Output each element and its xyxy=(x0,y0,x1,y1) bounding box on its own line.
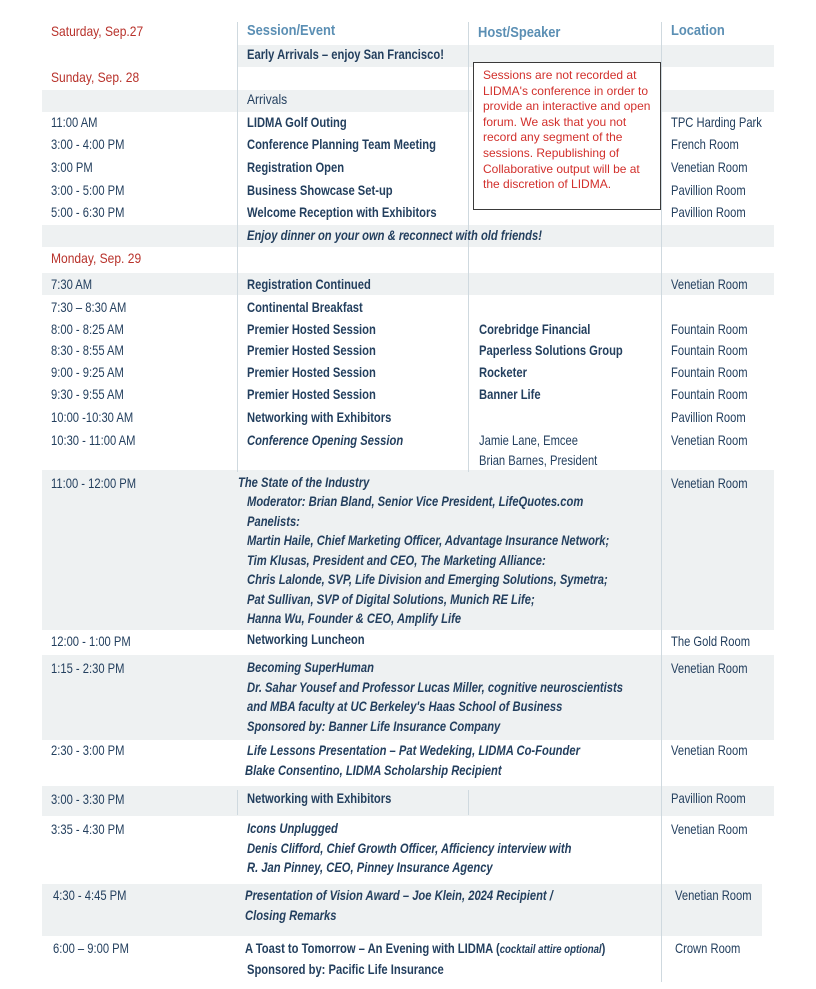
header-host: Host/Speaker xyxy=(478,24,561,41)
date-monday: Monday, Sep. 29 xyxy=(51,250,142,266)
loc-vision: Venetian Room xyxy=(675,887,752,903)
icons-line2: R. Jan Pinney, CEO, Pinney Insurance Agency xyxy=(247,859,493,875)
time-superhuman: 1:15 - 2:30 PM xyxy=(51,660,125,676)
time-sun-3: 3:00 - 5:00 PM xyxy=(51,182,125,198)
industry-title: The State of the Industry xyxy=(238,474,370,490)
toast-sponsor: Sponsored by: Pacific Life Insurance xyxy=(247,961,444,977)
time-toast: 6:00 – 9:00 PM xyxy=(53,940,129,956)
loc-superhuman: Venetian Room xyxy=(671,660,748,676)
arrivals: Arrivals xyxy=(247,91,288,107)
icons-line1: Denis Clifford, Chief Growth Officer, Afficiency interview with xyxy=(247,840,572,856)
event-sun-2: Registration Open xyxy=(247,159,345,175)
band-registration xyxy=(42,273,774,295)
event-mon-5: Premier Hosted Session xyxy=(247,386,376,402)
divider-host-lower xyxy=(468,790,469,815)
time-icons: 3:35 - 4:30 PM xyxy=(51,821,125,837)
toast-attire: cocktail attire optional xyxy=(499,942,602,956)
loc-sun-0: TPC Harding Park xyxy=(671,114,762,130)
divider-host xyxy=(468,22,469,472)
time-mon-5: 9:30 - 9:55 AM xyxy=(51,386,124,402)
time-luncheon: 12:00 - 1:00 PM xyxy=(51,633,131,649)
superhuman-title: Becoming SuperHuman xyxy=(247,659,374,675)
divider-location xyxy=(661,22,662,982)
loc-icons: Venetian Room xyxy=(671,821,748,837)
time-mon-6: 10:00 -10:30 AM xyxy=(51,409,134,425)
event-sun-0: LIDMA Golf Outing xyxy=(247,114,347,130)
event-mon-1: Continental Breakfast xyxy=(247,299,363,315)
dinner-note: Enjoy dinner on your own & reconnect with old friends! xyxy=(247,227,542,243)
event-mon-3: Premier Hosted Session xyxy=(247,342,376,358)
time-opening: 10:30 - 11:00 AM xyxy=(51,432,136,448)
header-location: Location xyxy=(671,22,725,39)
event-mon-0: Registration Continued xyxy=(247,276,371,292)
event-opening: Conference Opening Session xyxy=(247,432,404,448)
industry-line: Hanna Wu, Founder & CEO, Amplify Life xyxy=(247,610,462,626)
industry-line: Tim Klusas, President and CEO, The Marketing Alliance: xyxy=(247,552,546,568)
loc-toast: Crown Room xyxy=(675,940,741,956)
time-networking2: 3:00 - 3:30 PM xyxy=(51,791,125,807)
loc-sun-3: Pavillion Room xyxy=(671,182,746,198)
time-sun-2: 3:00 PM xyxy=(51,159,93,175)
loc-mon-6: Pavillion Room xyxy=(671,409,746,425)
time-vision: 4:30 - 4:45 PM xyxy=(53,887,127,903)
time-mon-4: 9:00 - 9:25 AM xyxy=(51,364,124,380)
loc-mon-0: Venetian Room xyxy=(671,276,748,292)
loc-sun-2: Venetian Room xyxy=(671,159,748,175)
host-mon-4: Rocketer xyxy=(479,364,527,380)
industry-line: Panelists: xyxy=(247,513,300,529)
loc-mon-5: Fountain Room xyxy=(671,386,748,402)
loc-mon-3: Fountain Room xyxy=(671,342,748,358)
host-opening-president: Brian Barnes, President xyxy=(479,452,598,468)
recording-notice: Sessions are not recorded at LIDMA's conference in order to provide an interactive and open forum. We ask that you not record any segment of the sessions. Republishing of Collaborative output will be at the discretion of LIDMA. xyxy=(473,62,661,210)
superhuman-line: Sponsored by: Banner Life Insurance Company xyxy=(247,718,501,734)
event-mon-4: Premier Hosted Session xyxy=(247,364,376,380)
event-luncheon: Networking Luncheon xyxy=(247,631,365,647)
band-arrivals-loc xyxy=(662,90,774,112)
industry-line: Martin Haile, Chief Marketing Officer, Advantage Insurance Network; xyxy=(247,532,610,548)
time-mon-1: 7:30 – 8:30 AM xyxy=(51,299,127,315)
loc-lessons: Venetian Room xyxy=(671,742,748,758)
loc-sun-4: Pavillion Room xyxy=(671,204,746,220)
toast-close: ) xyxy=(601,940,606,956)
loc-mon-4: Fountain Room xyxy=(671,364,748,380)
time-sun-1: 3:00 - 4:00 PM xyxy=(51,136,125,152)
event-sun-1: Conference Planning Team Meeting xyxy=(247,136,436,152)
host-mon-5: Banner Life xyxy=(479,386,541,402)
vision-line2: Closing Remarks xyxy=(245,907,337,923)
industry-line: Chris Lalonde, SVP, Life Division and Emerging Solutions, Symetra; xyxy=(247,571,608,587)
superhuman-line: Dr. Sahar Yousef and Professor Lucas Miller, cognitive neuroscientists xyxy=(247,679,623,695)
host-mon-3: Paperless Solutions Group xyxy=(479,342,623,358)
divider-session xyxy=(237,22,238,472)
time-mon-3: 8:30 - 8:55 AM xyxy=(51,342,124,358)
time-sun-4: 5:00 - 6:30 PM xyxy=(51,204,125,220)
industry-line: Pat Sullivan, SVP of Digital Solutions, Munich RE Life; xyxy=(247,591,535,607)
early-arrivals: Early Arrivals – enjoy San Francisco! xyxy=(247,46,444,62)
header-session: Session/Event xyxy=(247,22,336,39)
time-lessons: 2:30 - 3:00 PM xyxy=(51,742,125,758)
divider-session-lower xyxy=(237,790,238,815)
toast-event xyxy=(245,939,605,959)
industry-line: Moderator: Brian Bland, Senior Vice President, LifeQuotes.com xyxy=(247,493,584,509)
loc-mon-2: Fountain Room xyxy=(671,321,748,337)
loc-sun-1: French Room xyxy=(671,136,739,152)
loc-luncheon: The Gold Room xyxy=(671,633,751,649)
time-industry: 11:00 - 12:00 PM xyxy=(51,475,137,491)
band-networking2 xyxy=(42,786,774,816)
event-mon-2: Premier Hosted Session xyxy=(247,321,376,337)
lessons-line2: Blake Consentino, LIDMA Scholarship Recipient xyxy=(245,762,502,778)
host-opening-emcee: Jamie Lane, Emcee xyxy=(479,432,578,448)
lessons-line1: Life Lessons Presentation – Pat Wedeking, LIDMA Co-Founder xyxy=(247,742,580,758)
toast-event-text: A Toast to Tomorrow – An Evening with LIDMA ( xyxy=(245,940,500,956)
event-sun-3: Business Showcase Set-up xyxy=(247,182,393,198)
event-sun-4: Welcome Reception with Exhibitors xyxy=(247,204,437,220)
time-sun-0: 11:00 AM xyxy=(51,114,98,130)
loc-networking2: Pavillion Room xyxy=(671,790,746,806)
event-networking2: Networking with Exhibitors xyxy=(247,790,392,806)
vision-line1: Presentation of Vision Award – Joe Klein, 2024 Recipient / xyxy=(245,887,553,903)
time-mon-0: 7:30 AM xyxy=(51,276,93,292)
icons-title: Icons Unplugged xyxy=(247,820,338,836)
event-mon-6: Networking with Exhibitors xyxy=(247,409,392,425)
date-sunday: Sunday, Sep. 28 xyxy=(51,69,140,85)
loc-opening: Venetian Room xyxy=(671,432,748,448)
host-mon-2: Corebridge Financial xyxy=(479,321,591,337)
loc-industry: Venetian Room xyxy=(671,475,748,491)
superhuman-line: and MBA faculty at UC Berkeley's Haas School of Business xyxy=(247,698,563,714)
time-mon-2: 8:00 - 8:25 AM xyxy=(51,321,124,337)
date-saturday: Saturday, Sep.27 xyxy=(51,23,144,39)
